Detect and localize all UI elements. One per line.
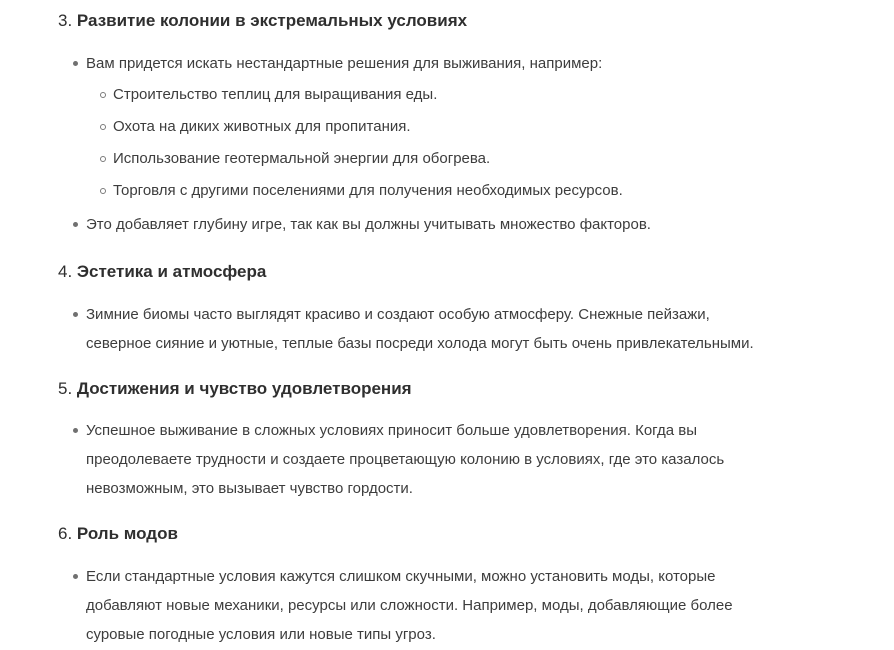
section-heading — [58, 10, 878, 32]
sub-list-item: Использование геотермальной энергии для обогрева. — [58, 143, 878, 175]
bullet-text-line: добавляют новые механики, ресурсы или сложности. Например, моды, добавляющие более — [86, 597, 733, 614]
section-title: Эстетика и атмосфера — [76, 262, 267, 281]
bullet-text-line: Зимние биомы часто выглядят красиво и создают особую атмосферу. Снежные пейзажи, — [86, 306, 710, 323]
section-4 — [58, 261, 878, 358]
section-heading — [58, 378, 878, 400]
section-number: 6. — [58, 524, 73, 543]
section-5 — [58, 378, 878, 503]
sub-list-item: Строительство теплиц для выращивания еды. — [58, 79, 878, 111]
sub-list-item: Торговля с другими поселениями для получения необходимых ресурсов. — [58, 175, 878, 207]
bullet-list — [58, 416, 878, 503]
section-title: Достижения и чувство удовлетворения — [76, 379, 412, 398]
bullet-text-line: Если стандартные условия кажутся слишком скучными, можно установить моды, которые — [86, 568, 716, 585]
section-number: 3. — [58, 11, 73, 30]
section-number: 4. — [58, 262, 73, 281]
section-title: Роль модов — [76, 524, 178, 543]
bullet-text: Вам придется искать нестандартные решения для выживания, например: — [86, 55, 603, 72]
section-6 — [58, 523, 878, 649]
section-heading — [58, 523, 878, 545]
bullet-text-line: северное сияние и уютные, теплые базы посреди холода могут быть очень привлекательными. — [86, 335, 754, 352]
bullet-text-line: Успешное выживание в сложных условиях приносит больше удовлетворения. Когда вы — [86, 422, 697, 439]
bullet-text-line: преодолеваете трудности и создаете процветающую колонию в условиях, где это казалось — [86, 451, 725, 468]
list-item — [58, 562, 878, 649]
list-item — [58, 49, 878, 207]
bullet-text-line: суровые погодные условия или новые типы угроз. — [86, 626, 436, 643]
sub-list — [58, 79, 878, 207]
bullet-text: Это добавляет глубину игре, так как вы должны учитывать множество факторов. — [86, 216, 651, 233]
bullet-list — [58, 300, 878, 358]
bullet-list — [58, 49, 878, 239]
bullet-list — [58, 562, 878, 649]
section-3 — [58, 10, 878, 239]
section-number: 5. — [58, 379, 73, 398]
section-heading — [58, 261, 878, 283]
sub-list-item: Охота на диких животных для пропитания. — [58, 111, 878, 143]
section-title: Развитие колонии в экстремальных условиях — [76, 11, 468, 30]
list-item — [58, 416, 878, 503]
bullet-text-line: невозможным, это вызывает чувство гордости. — [86, 480, 413, 497]
list-item — [58, 300, 878, 358]
list-item — [58, 210, 878, 239]
